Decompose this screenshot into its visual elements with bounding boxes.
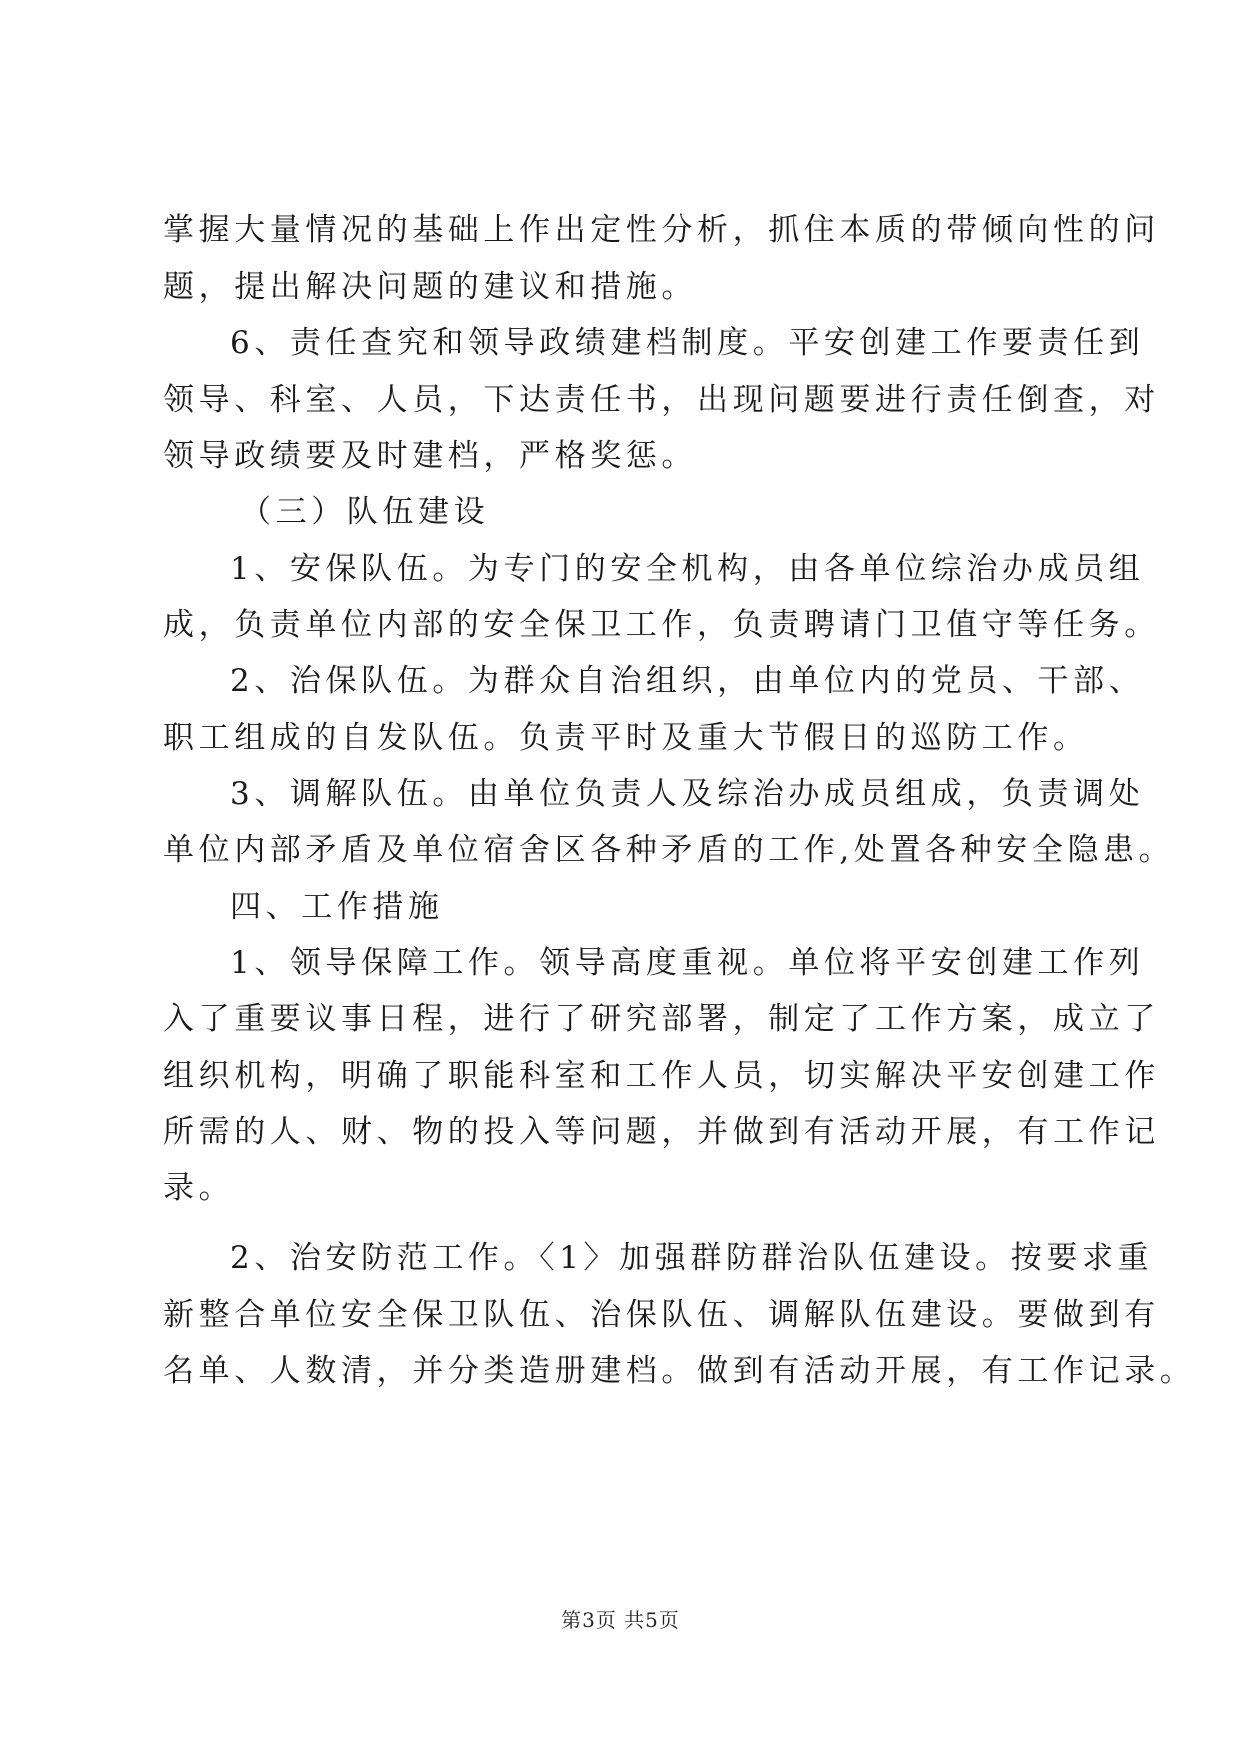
text-line: 1、领导保障工作。领导高度重视。单位将平安创建工作列 [230,945,1145,981]
section-heading: （三）队伍建设 [240,494,490,530]
text-line: 职工组成的自发队伍。负责平时及重大节假日的巡防工作。 [163,720,1089,756]
text-line: 领导、科室、人员，下达责任书，出现问题要进行责任倒查，对 [163,382,1160,418]
text-line: 1、安保队伍。为专门的安全机构，由各单位综治办成员组 [230,551,1145,587]
text-line: 新整合单位安全保卫队伍、治保队伍、调解队伍建设。要做到有 [163,1297,1160,1333]
text-line: 组织机构，明确了职能科室和工作人员，切实解决平安创建工作 [163,1058,1160,1094]
page-number-footer: 第3页 共5页 [561,1608,680,1632]
text-line: 掌握大量情况的基础上作出定性分析，抓住本质的带倾向性的问 [163,212,1160,248]
text-line: 题，提出解决问题的建议和措施。 [163,269,697,305]
text-line: 单位内部矛盾及单位宿舍区各种矛盾的工作,处置各种安全隐患。 [163,832,1175,868]
text-line: 2、治保队伍。为群众自治组织，由单位内的党员、干部、 [230,663,1145,699]
text-line: 领导政绩要及时建档，严格奖惩。 [163,438,697,474]
text-line: 入了重要议事日程，进行了研究部署，制定了工作方案，成立了 [163,1001,1160,1037]
text-line: 成，负责单位内部的安全保卫工作，负责聘请门卫值守等任务。 [163,607,1160,643]
text-line: 2、治安防范工作。〈1〉加强群防群治队伍建设。按要求重 [230,1240,1154,1276]
text-line: 所需的人、财、物的投入等问题，并做到有活动开展，有工作记 [163,1114,1160,1150]
text-line: 录。 [163,1170,235,1206]
text-line: 6、责任查究和领导政绩建档制度。平安创建工作要责任到 [230,325,1145,361]
text-line: 3、调解队伍。由单位负责人及综治办成员组成，负责调处 [230,776,1145,812]
text-line: 名单、人数清，并分类造册建档。做到有活动开展，有工作记录。 [163,1353,1196,1389]
section-heading: 四、工作措施 [230,889,444,925]
